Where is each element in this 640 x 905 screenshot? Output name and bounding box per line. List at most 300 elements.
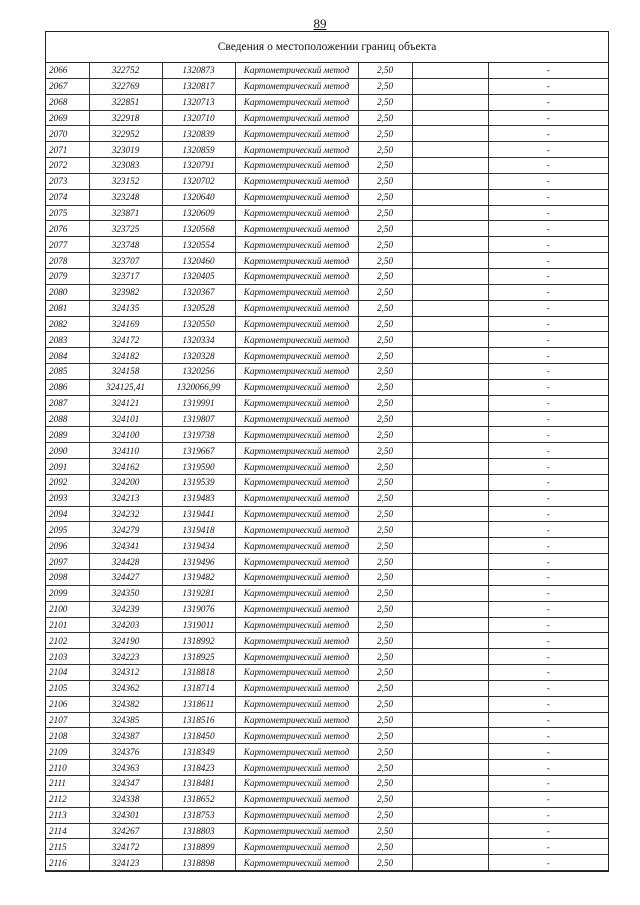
accuracy-cell: 2,50	[358, 775, 412, 791]
method-cell: Картометрический метод	[235, 791, 358, 807]
point-number-cell: 2096	[46, 538, 89, 554]
y-coordinate-cell: 1319991	[162, 395, 235, 411]
x-coordinate-cell: 324239	[89, 601, 162, 617]
description-cell: -	[488, 665, 608, 681]
formula-cell	[412, 554, 488, 570]
description-cell: -	[488, 791, 608, 807]
description-cell: -	[488, 237, 608, 253]
description-cell: -	[488, 712, 608, 728]
table-row	[46, 284, 608, 300]
table-row	[46, 506, 608, 522]
point-number-cell: 2098	[46, 570, 89, 586]
method-cell: Картометрический метод	[235, 379, 358, 395]
point-number-cell: 2101	[46, 617, 89, 633]
point-number-cell: 2073	[46, 173, 89, 189]
point-number-cell: 2091	[46, 459, 89, 475]
point-number-cell: 2116	[46, 855, 89, 871]
method-cell: Картометрический метод	[235, 538, 358, 554]
formula-cell	[412, 601, 488, 617]
method-cell: Картометрический метод	[235, 189, 358, 205]
y-coordinate-cell: 1319539	[162, 474, 235, 490]
method-cell: Картометрический метод	[235, 332, 358, 348]
formula-cell	[412, 633, 488, 649]
method-cell: Картометрический метод	[235, 78, 358, 94]
accuracy-cell: 2,50	[358, 728, 412, 744]
formula-cell	[412, 823, 488, 839]
formula-cell	[412, 142, 488, 158]
point-number-cell: 2069	[46, 110, 89, 126]
accuracy-cell: 2,50	[358, 300, 412, 316]
table-row	[46, 205, 608, 221]
formula-cell	[412, 205, 488, 221]
table-row	[46, 300, 608, 316]
accuracy-cell: 2,50	[358, 379, 412, 395]
method-cell: Картометрический метод	[235, 680, 358, 696]
y-coordinate-cell: 1319807	[162, 411, 235, 427]
accuracy-cell: 2,50	[358, 443, 412, 459]
y-coordinate-cell: 1318803	[162, 823, 235, 839]
formula-cell	[412, 63, 488, 78]
description-cell: -	[488, 78, 608, 94]
description-cell: -	[488, 538, 608, 554]
x-coordinate-cell: 324169	[89, 316, 162, 332]
table-row	[46, 760, 608, 776]
description-cell: -	[488, 775, 608, 791]
table-row	[46, 649, 608, 665]
x-coordinate-cell: 324200	[89, 474, 162, 490]
formula-cell	[412, 126, 488, 142]
description-cell: -	[488, 205, 608, 221]
formula-cell	[412, 474, 488, 490]
y-coordinate-cell: 1320460	[162, 253, 235, 269]
description-cell: -	[488, 839, 608, 855]
method-cell: Картометрический метод	[235, 94, 358, 110]
x-coordinate-cell: 322851	[89, 94, 162, 110]
point-number-cell: 2071	[46, 142, 89, 158]
y-coordinate-cell: 1320405	[162, 268, 235, 284]
accuracy-cell: 2,50	[358, 522, 412, 538]
x-coordinate-cell: 323019	[89, 142, 162, 158]
accuracy-cell: 2,50	[358, 459, 412, 475]
accuracy-cell: 2,50	[358, 332, 412, 348]
x-coordinate-cell: 324172	[89, 839, 162, 855]
method-cell: Картометрический метод	[235, 728, 358, 744]
formula-cell	[412, 300, 488, 316]
x-coordinate-cell: 324123	[89, 855, 162, 871]
point-number-cell: 2068	[46, 94, 89, 110]
x-coordinate-cell: 324362	[89, 680, 162, 696]
method-cell: Картометрический метод	[235, 601, 358, 617]
table-row	[46, 617, 608, 633]
accuracy-cell: 2,50	[358, 268, 412, 284]
y-coordinate-cell: 1319483	[162, 490, 235, 506]
y-coordinate-cell: 1320791	[162, 158, 235, 174]
method-cell: Картометрический метод	[235, 490, 358, 506]
description-cell: -	[488, 522, 608, 538]
x-coordinate-cell: 324376	[89, 744, 162, 760]
y-coordinate-cell: 1318925	[162, 649, 235, 665]
x-coordinate-cell: 324158	[89, 364, 162, 380]
table-row	[46, 807, 608, 823]
table-row	[46, 744, 608, 760]
y-coordinate-cell: 1318481	[162, 775, 235, 791]
x-coordinate-cell: 323152	[89, 173, 162, 189]
description-cell: -	[488, 94, 608, 110]
x-coordinate-cell: 324267	[89, 823, 162, 839]
accuracy-cell: 2,50	[358, 633, 412, 649]
point-number-cell: 2102	[46, 633, 89, 649]
table-row	[46, 142, 608, 158]
point-number-cell: 2099	[46, 585, 89, 601]
method-cell: Картометрический метод	[235, 459, 358, 475]
accuracy-cell: 2,50	[358, 237, 412, 253]
formula-cell	[412, 570, 488, 586]
x-coordinate-cell: 324279	[89, 522, 162, 538]
formula-cell	[412, 665, 488, 681]
table-row	[46, 665, 608, 681]
x-coordinate-cell: 323717	[89, 268, 162, 284]
x-coordinate-cell: 323725	[89, 221, 162, 237]
formula-cell	[412, 744, 488, 760]
y-coordinate-cell: 1318423	[162, 760, 235, 776]
description-cell: -	[488, 411, 608, 427]
y-coordinate-cell: 1318992	[162, 633, 235, 649]
y-coordinate-cell: 1319441	[162, 506, 235, 522]
description-cell: -	[488, 364, 608, 380]
x-coordinate-cell: 324428	[89, 554, 162, 570]
table-row	[46, 268, 608, 284]
point-number-cell: 2085	[46, 364, 89, 380]
point-number-cell: 2075	[46, 205, 89, 221]
formula-cell	[412, 348, 488, 364]
method-cell: Картометрический метод	[235, 506, 358, 522]
y-coordinate-cell: 1318516	[162, 712, 235, 728]
description-cell: -	[488, 63, 608, 78]
accuracy-cell: 2,50	[358, 110, 412, 126]
x-coordinate-cell: 324382	[89, 696, 162, 712]
point-number-cell: 2077	[46, 237, 89, 253]
point-number-cell: 2094	[46, 506, 89, 522]
point-number-cell: 2115	[46, 839, 89, 855]
point-number-cell: 2100	[46, 601, 89, 617]
method-cell: Картометрический метод	[235, 443, 358, 459]
formula-cell	[412, 332, 488, 348]
y-coordinate-cell: 1320713	[162, 94, 235, 110]
formula-cell	[412, 490, 488, 506]
y-coordinate-cell: 1320550	[162, 316, 235, 332]
formula-cell	[412, 617, 488, 633]
description-cell: -	[488, 142, 608, 158]
point-number-cell: 2114	[46, 823, 89, 839]
y-coordinate-cell: 1318652	[162, 791, 235, 807]
accuracy-cell: 2,50	[358, 253, 412, 269]
table-row	[46, 443, 608, 459]
description-cell: -	[488, 474, 608, 490]
table-row	[46, 110, 608, 126]
method-cell: Картометрический метод	[235, 855, 358, 871]
description-cell: -	[488, 807, 608, 823]
description-cell: -	[488, 823, 608, 839]
y-coordinate-cell: 1320839	[162, 126, 235, 142]
table-row	[46, 395, 608, 411]
point-number-cell: 2067	[46, 78, 89, 94]
method-cell: Картометрический метод	[235, 63, 358, 78]
formula-cell	[412, 585, 488, 601]
point-number-cell: 2086	[46, 379, 89, 395]
formula-cell	[412, 284, 488, 300]
point-number-cell: 2074	[46, 189, 89, 205]
y-coordinate-cell: 1320609	[162, 205, 235, 221]
x-coordinate-cell: 324101	[89, 411, 162, 427]
formula-cell	[412, 649, 488, 665]
description-cell: -	[488, 173, 608, 189]
formula-cell	[412, 728, 488, 744]
x-coordinate-cell: 324135	[89, 300, 162, 316]
table-row	[46, 221, 608, 237]
table-row	[46, 712, 608, 728]
accuracy-cell: 2,50	[358, 205, 412, 221]
y-coordinate-cell: 1319434	[162, 538, 235, 554]
x-coordinate-cell: 324347	[89, 775, 162, 791]
y-coordinate-cell: 1320859	[162, 142, 235, 158]
point-number-cell: 2088	[46, 411, 89, 427]
table-row	[46, 601, 608, 617]
accuracy-cell: 2,50	[358, 221, 412, 237]
formula-cell	[412, 158, 488, 174]
formula-cell	[412, 506, 488, 522]
method-cell: Картометрический метод	[235, 474, 358, 490]
description-cell: -	[488, 158, 608, 174]
method-cell: Картометрический метод	[235, 570, 358, 586]
formula-cell	[412, 443, 488, 459]
table-row	[46, 823, 608, 839]
point-number-cell: 2111	[46, 775, 89, 791]
table-row	[46, 316, 608, 332]
accuracy-cell: 2,50	[358, 189, 412, 205]
y-coordinate-cell: 1320710	[162, 110, 235, 126]
method-cell: Картометрический метод	[235, 649, 358, 665]
formula-cell	[412, 680, 488, 696]
table-row	[46, 364, 608, 380]
x-coordinate-cell: 324427	[89, 570, 162, 586]
formula-cell	[412, 221, 488, 237]
y-coordinate-cell: 1318818	[162, 665, 235, 681]
x-coordinate-cell: 322918	[89, 110, 162, 126]
table-row	[46, 348, 608, 364]
table-title: Сведения о местоположении границ объекта	[46, 32, 608, 63]
accuracy-cell: 2,50	[358, 712, 412, 728]
y-coordinate-cell: 1320328	[162, 348, 235, 364]
point-number-cell: 2109	[46, 744, 89, 760]
table-row	[46, 633, 608, 649]
method-cell: Картометрический метод	[235, 395, 358, 411]
table-row	[46, 126, 608, 142]
description-cell: -	[488, 126, 608, 142]
method-cell: Картометрический метод	[235, 665, 358, 681]
method-cell: Картометрический метод	[235, 617, 358, 633]
y-coordinate-cell: 1320640	[162, 189, 235, 205]
table-row	[46, 554, 608, 570]
formula-cell	[412, 94, 488, 110]
x-coordinate-cell: 322752	[89, 63, 162, 78]
point-number-cell: 2093	[46, 490, 89, 506]
accuracy-cell: 2,50	[358, 601, 412, 617]
point-number-cell: 2083	[46, 332, 89, 348]
y-coordinate-cell: 1319076	[162, 601, 235, 617]
description-cell: -	[488, 110, 608, 126]
x-coordinate-cell: 324190	[89, 633, 162, 649]
table-row	[46, 158, 608, 174]
point-number-cell: 2087	[46, 395, 89, 411]
y-coordinate-cell: 1318349	[162, 744, 235, 760]
table-row	[46, 78, 608, 94]
point-number-cell: 2110	[46, 760, 89, 776]
method-cell: Картометрический метод	[235, 554, 358, 570]
point-number-cell: 2072	[46, 158, 89, 174]
formula-cell	[412, 839, 488, 855]
point-number-cell: 2076	[46, 221, 89, 237]
description-cell: -	[488, 300, 608, 316]
method-cell: Картометрический метод	[235, 585, 358, 601]
x-coordinate-cell: 324203	[89, 617, 162, 633]
table-row	[46, 427, 608, 443]
accuracy-cell: 2,50	[358, 364, 412, 380]
y-coordinate-cell: 1320367	[162, 284, 235, 300]
point-number-cell: 2084	[46, 348, 89, 364]
table-row	[46, 585, 608, 601]
table-row	[46, 173, 608, 189]
y-coordinate-cell: 1320554	[162, 237, 235, 253]
formula-cell	[412, 395, 488, 411]
description-cell: -	[488, 855, 608, 871]
method-cell: Картометрический метод	[235, 316, 358, 332]
point-number-cell: 2097	[46, 554, 89, 570]
point-number-cell: 2103	[46, 649, 89, 665]
description-cell: -	[488, 649, 608, 665]
x-coordinate-cell: 324125,41	[89, 379, 162, 395]
accuracy-cell: 2,50	[358, 554, 412, 570]
accuracy-cell: 2,50	[358, 570, 412, 586]
x-coordinate-cell: 324385	[89, 712, 162, 728]
y-coordinate-cell: 1318899	[162, 839, 235, 855]
accuracy-cell: 2,50	[358, 617, 412, 633]
method-cell: Картометрический метод	[235, 253, 358, 269]
method-cell: Картометрический метод	[235, 696, 358, 712]
accuracy-cell: 2,50	[358, 427, 412, 443]
description-cell: -	[488, 585, 608, 601]
point-number-cell: 2106	[46, 696, 89, 712]
description-cell: -	[488, 696, 608, 712]
method-cell: Картометрический метод	[235, 364, 358, 380]
formula-cell	[412, 427, 488, 443]
y-coordinate-cell: 1320334	[162, 332, 235, 348]
accuracy-cell: 2,50	[358, 411, 412, 427]
point-number-cell: 2070	[46, 126, 89, 142]
method-cell: Картометрический метод	[235, 775, 358, 791]
formula-cell	[412, 760, 488, 776]
formula-cell	[412, 791, 488, 807]
x-coordinate-cell: 324341	[89, 538, 162, 554]
accuracy-cell: 2,50	[358, 348, 412, 364]
method-cell: Картометрический метод	[235, 712, 358, 728]
point-number-cell: 2112	[46, 791, 89, 807]
point-number-cell: 2108	[46, 728, 89, 744]
description-cell: -	[488, 443, 608, 459]
method-cell: Картометрический метод	[235, 110, 358, 126]
formula-cell	[412, 411, 488, 427]
point-number-cell: 2113	[46, 807, 89, 823]
accuracy-cell: 2,50	[358, 316, 412, 332]
accuracy-cell: 2,50	[358, 680, 412, 696]
accuracy-cell: 2,50	[358, 760, 412, 776]
method-cell: Картометрический метод	[235, 760, 358, 776]
method-cell: Картометрический метод	[235, 744, 358, 760]
x-coordinate-cell: 324100	[89, 427, 162, 443]
formula-cell	[412, 459, 488, 475]
formula-cell	[412, 189, 488, 205]
table-row	[46, 94, 608, 110]
coordinates-table-body	[46, 63, 608, 871]
method-cell: Картометрический метод	[235, 633, 358, 649]
point-number-cell: 2081	[46, 300, 89, 316]
accuracy-cell: 2,50	[358, 78, 412, 94]
table-row	[46, 237, 608, 253]
description-cell: -	[488, 189, 608, 205]
method-cell: Картометрический метод	[235, 823, 358, 839]
x-coordinate-cell: 324223	[89, 649, 162, 665]
method-cell: Картометрический метод	[235, 839, 358, 855]
method-cell: Картометрический метод	[235, 300, 358, 316]
accuracy-cell: 2,50	[358, 855, 412, 871]
point-number-cell: 2090	[46, 443, 89, 459]
method-cell: Картометрический метод	[235, 411, 358, 427]
table-row	[46, 490, 608, 506]
point-number-cell: 2092	[46, 474, 89, 490]
x-coordinate-cell: 324338	[89, 791, 162, 807]
x-coordinate-cell: 324121	[89, 395, 162, 411]
point-number-cell: 2082	[46, 316, 89, 332]
x-coordinate-cell: 323748	[89, 237, 162, 253]
point-number-cell: 2080	[46, 284, 89, 300]
y-coordinate-cell: 1319590	[162, 459, 235, 475]
table-row	[46, 253, 608, 269]
y-coordinate-cell: 1319418	[162, 522, 235, 538]
method-cell: Картометрический метод	[235, 173, 358, 189]
boundary-sheet	[45, 31, 609, 872]
description-cell: -	[488, 284, 608, 300]
method-cell: Картометрический метод	[235, 142, 358, 158]
accuracy-cell: 2,50	[358, 696, 412, 712]
description-cell: -	[488, 633, 608, 649]
page-number: 89	[313, 16, 327, 31]
x-coordinate-cell: 323871	[89, 205, 162, 221]
formula-cell	[412, 253, 488, 269]
y-coordinate-cell: 1318714	[162, 680, 235, 696]
y-coordinate-cell: 1318450	[162, 728, 235, 744]
table-row	[46, 379, 608, 395]
description-cell: -	[488, 459, 608, 475]
x-coordinate-cell: 323982	[89, 284, 162, 300]
point-number-cell: 2078	[46, 253, 89, 269]
description-cell: -	[488, 268, 608, 284]
x-coordinate-cell: 324172	[89, 332, 162, 348]
y-coordinate-cell: 1320568	[162, 221, 235, 237]
x-coordinate-cell: 324387	[89, 728, 162, 744]
method-cell: Картометрический метод	[235, 284, 358, 300]
accuracy-cell: 2,50	[358, 173, 412, 189]
accuracy-cell: 2,50	[358, 585, 412, 601]
accuracy-cell: 2,50	[358, 284, 412, 300]
